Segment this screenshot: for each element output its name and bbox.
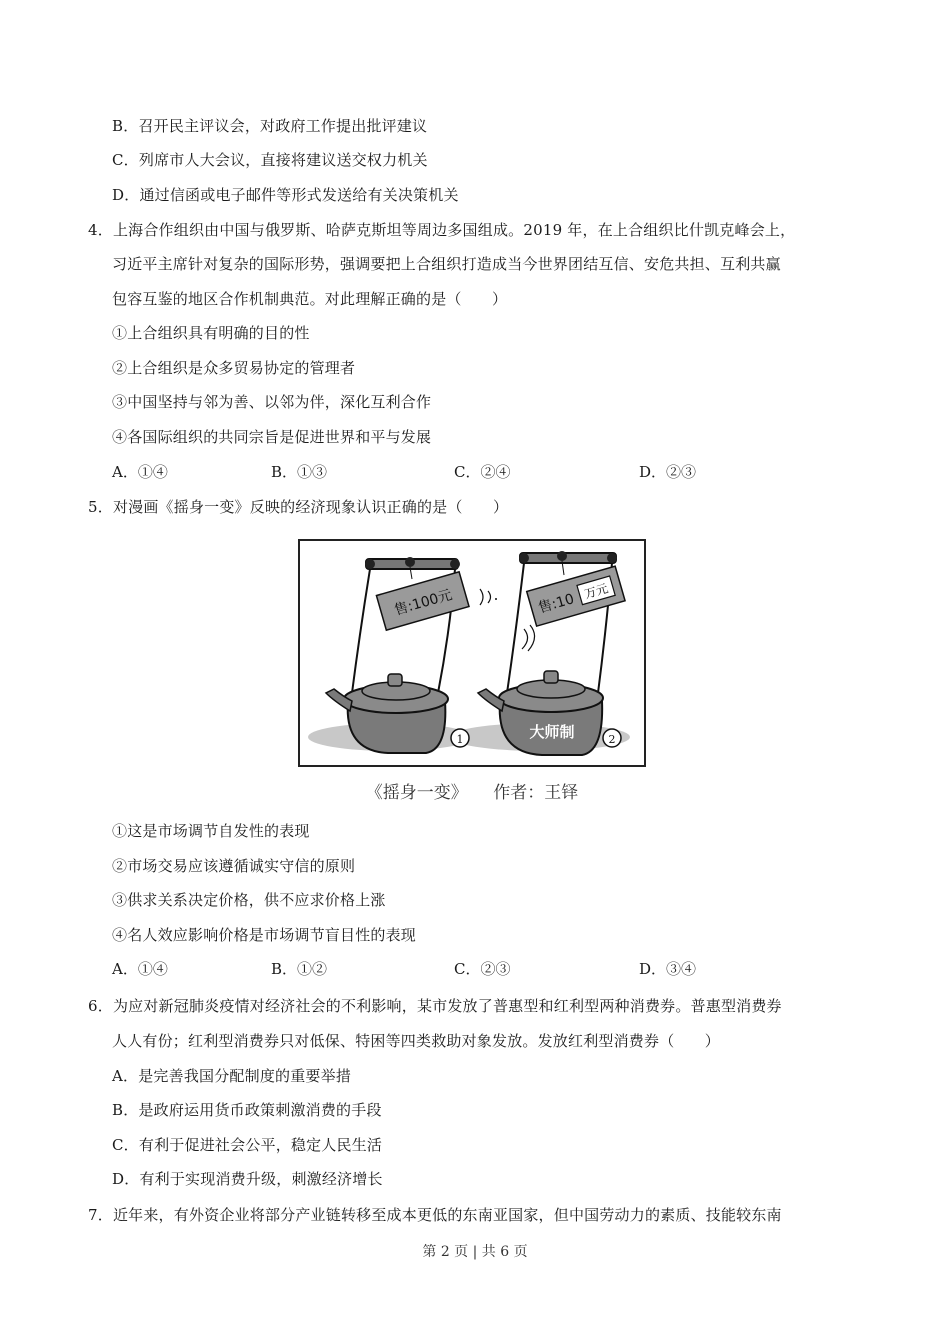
q6-option-b [112,1100,382,1120]
teapot-left [326,557,469,753]
option-text: 是完善我国分配制度的重要举措 [138,1067,352,1085]
question-number: 4． [88,221,113,239]
choice-c: C．②③ [454,960,511,978]
q5-statement-3: ③供求关系决定价格，供不应求价格上涨 [112,891,386,909]
q6-stem-line-1 [88,996,782,1016]
q3-option-d [112,185,459,205]
svg-text:大师制: 大师制 [529,723,575,741]
option-label: C． [112,151,139,169]
svg-text:售:100元: 售:100元 [392,587,455,619]
q4-statement-2: ②上合组织是众多贸易协定的管理者 [112,359,356,377]
q4-statement-1: ①上合组织具有明确的目的性 [112,324,310,342]
choice-b: B．①② [271,960,328,978]
stem-text: 近年来，有外资企业将部分产业链转移至成本更低的东南亚国家，但中国劳动力的素质、技能较东南 [112,1206,782,1224]
choice-d: D．③④ [639,960,697,978]
q5-stem [88,497,508,517]
q3-option-c [112,150,428,170]
q4-stem-line-3: 包容互鉴的地区合作机制典范。对此理解正确的是（ ） [112,290,508,308]
choice-d: D．②③ [639,463,697,481]
caption-title: 《摇身一变》 [365,783,468,803]
teapot-right [478,551,625,755]
q5-statement-2: ②市场交易应该遵循诚实守信的原则 [112,857,356,875]
q7-stem-line-1 [88,1205,782,1225]
choice-b: B．①③ [271,463,328,481]
q3-option-b [112,116,427,136]
choice-a: A．①④ [112,960,168,978]
svg-text:万元: 万元 [582,581,610,602]
q5-choices [112,959,872,979]
cartoon-caption [298,782,646,804]
question-number: 6． [88,997,113,1015]
q5-statement-1: ①这是市场调节自发性的表现 [112,822,310,840]
option-text: 召开民主评议会，对政府工作提出批评建议 [138,117,428,135]
q6-option-a [112,1066,351,1086]
option-label: D． [112,186,140,204]
q4-stem-line-1 [88,220,795,240]
choice-c: C．②④ [454,463,511,481]
svg-text:售:10: 售:10 [536,591,577,617]
q4-statement-4: ④各国际组织的共同宗旨是促进世界和平与发展 [112,428,432,446]
option-label: B． [112,1101,139,1119]
caption-author: 作者：王铎 [493,783,579,803]
svg-text:1: 1 [456,733,464,746]
cartoon-figure [298,539,646,767]
svg-text:2: 2 [608,733,616,746]
page-footer: 第 2 页 | 共 6 页 [422,1244,528,1260]
option-label: C． [112,1136,139,1154]
option-label: B． [112,117,139,135]
option-text: 是政府运用货币政策刺激消费的手段 [138,1101,382,1119]
question-number: 5． [88,498,113,516]
q4-statement-3: ③中国坚持与邻为善、以邻为伴，深化互利合作 [112,393,432,411]
option-text: 有利于促进社会公平，稳定人民生活 [138,1136,383,1154]
option-label: D． [112,1170,140,1188]
q4-stem-line-2: 习近平主席针对复杂的国际形势，强调要把上合组织打造成当今世界团结互信、安危共担、互利共赢 [112,255,781,273]
q4-choices [112,462,872,482]
q6-stem-line-2: 人人有份；红利型消费券只对低保、特困等四类救助对象发放。发放红利型消费券（ ） [112,1032,721,1050]
stem-text: 上海合作组织由中国与俄罗斯、哈萨克斯坦等周边多国组成。2019 年，在上合组织比什凯克峰会上， [112,221,796,239]
question-number: 7． [88,1206,113,1224]
stem-text: 为应对新冠肺炎疫情对经济社会的不利影响，某市发放了普惠型和红利型两种消费券。普惠型消费券 [112,997,782,1015]
q6-option-c [112,1135,382,1155]
option-label: A． [112,1067,139,1085]
option-text: 列席市人大会议，直接将建议送交权力机关 [138,151,428,169]
stem-text: 对漫画《摇身一变》反映的经济现象认识正确的是（ ） [112,498,509,516]
teapot-cartoon-illustration [300,541,644,765]
option-text: 有利于实现消费升级，刺激经济增长 [139,1170,383,1188]
q5-statement-4: ④名人效应影响价格是市场调节盲目性的表现 [112,926,417,944]
option-text: 通过信函或电子邮件等形式发送给有关决策机关 [139,186,459,204]
q6-option-d [112,1169,383,1189]
choice-a: A．①④ [112,463,168,481]
